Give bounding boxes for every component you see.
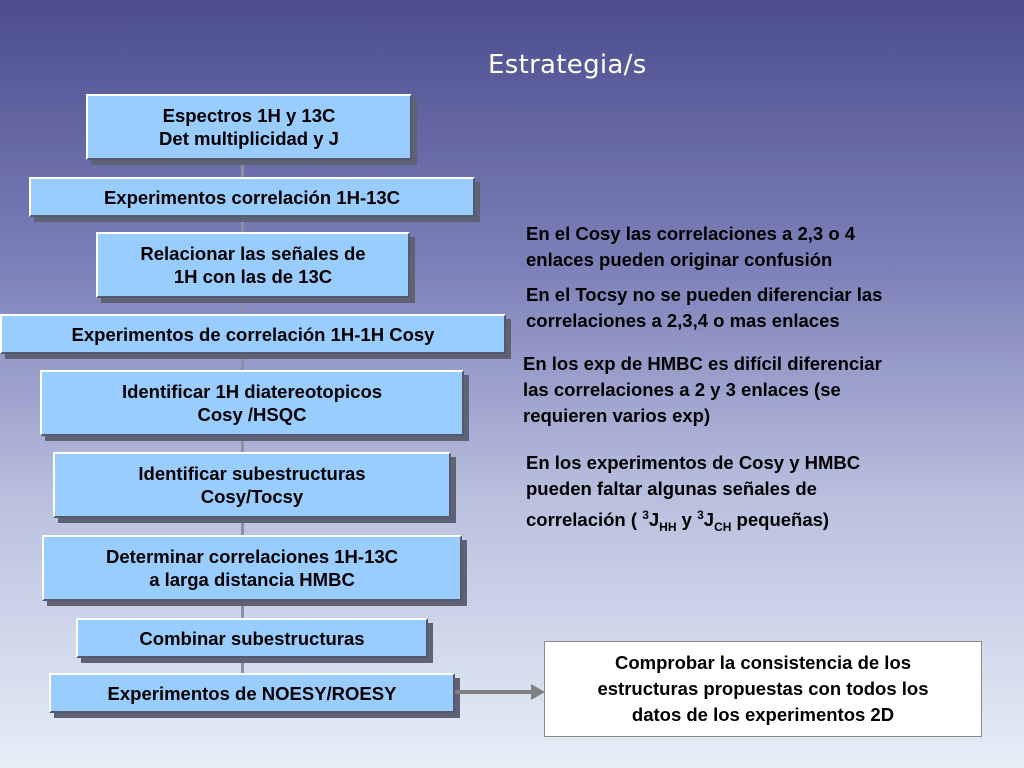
- step-relate-signals: [96, 232, 410, 298]
- note-line: correlaciones a 2,3,4 o mas enlaces: [526, 310, 840, 331]
- step-line: a larga distancia HMBC: [149, 569, 355, 590]
- subscript: CH: [714, 519, 732, 534]
- slide-title: Estrategia/s: [488, 50, 647, 80]
- note-hmbc: [523, 351, 882, 429]
- note-line-formula: [526, 502, 860, 540]
- note-line: En el Tocsy no se pueden diferenciar las: [526, 284, 883, 305]
- formula-suffix: pequeñas): [731, 509, 830, 531]
- coupling-symbol: J: [648, 509, 660, 531]
- step-diastereotopic: [40, 370, 464, 436]
- step-line: Cosy/Tocsy: [200, 486, 304, 507]
- note-tocsy: [526, 282, 882, 334]
- formula-connector: y: [676, 509, 698, 531]
- step-correlation-cosy: [0, 314, 506, 354]
- note-line: En los experimentos de Cosy y HMBC: [526, 452, 861, 473]
- note-line: requieren varios exp): [523, 405, 711, 426]
- result-line: Comprobar la consistencia de los: [614, 652, 912, 673]
- superscript: 3: [642, 508, 649, 522]
- superscript: 3: [697, 508, 704, 522]
- formula-prefix: correlación (: [526, 509, 643, 531]
- arrow-right-icon: [455, 680, 547, 704]
- subscript: HH: [659, 519, 677, 534]
- result-line: datos de los experimentos 2D: [631, 704, 895, 725]
- step-line: Espectros 1H y 13C: [162, 105, 336, 126]
- step-line: Identificar subestructuras: [138, 463, 366, 484]
- step-correlation-1h-13c: [29, 177, 475, 217]
- note-line: En los exp de HMBC es difícil diferenciar: [523, 353, 882, 374]
- result-consistency-box: [544, 641, 982, 737]
- step-spectra: [86, 94, 412, 160]
- note-line: enlaces pueden originar confusión: [526, 249, 833, 270]
- step-line: Det multiplicidad y J: [159, 128, 339, 149]
- step-line: Experimentos de NOESY/ROESY: [107, 682, 397, 704]
- step-noesy: [49, 673, 455, 713]
- result-line: estructuras propuestas con todos los: [597, 678, 929, 699]
- step-line: Identificar 1H diatereotopicos: [121, 381, 383, 402]
- step-substructures: [53, 452, 451, 518]
- note-missing-signals: [526, 450, 860, 540]
- step-line: 1H con las de 13C: [173, 266, 333, 287]
- step-line: Combinar subestructuras: [139, 627, 365, 649]
- step-line: Cosy /HSQC: [197, 404, 307, 425]
- step-combine: [76, 618, 428, 658]
- step-hmbc: [42, 535, 462, 601]
- coupling-symbol: J: [703, 509, 715, 531]
- step-line: Experimentos de correlación 1H-1H Cosy: [71, 323, 435, 345]
- note-line: pueden faltar algunas señales de: [526, 478, 817, 499]
- note-cosy: [526, 221, 855, 273]
- note-line: En el Cosy las correlaciones a 2,3 o 4: [526, 223, 856, 244]
- step-line: Relacionar las señales de: [140, 243, 366, 264]
- note-line: las correlaciones a 2 y 3 enlaces (se: [523, 379, 841, 400]
- step-line: Experimentos correlación 1H-13C: [103, 186, 401, 208]
- step-line: Determinar correlaciones 1H-13C: [105, 546, 399, 567]
